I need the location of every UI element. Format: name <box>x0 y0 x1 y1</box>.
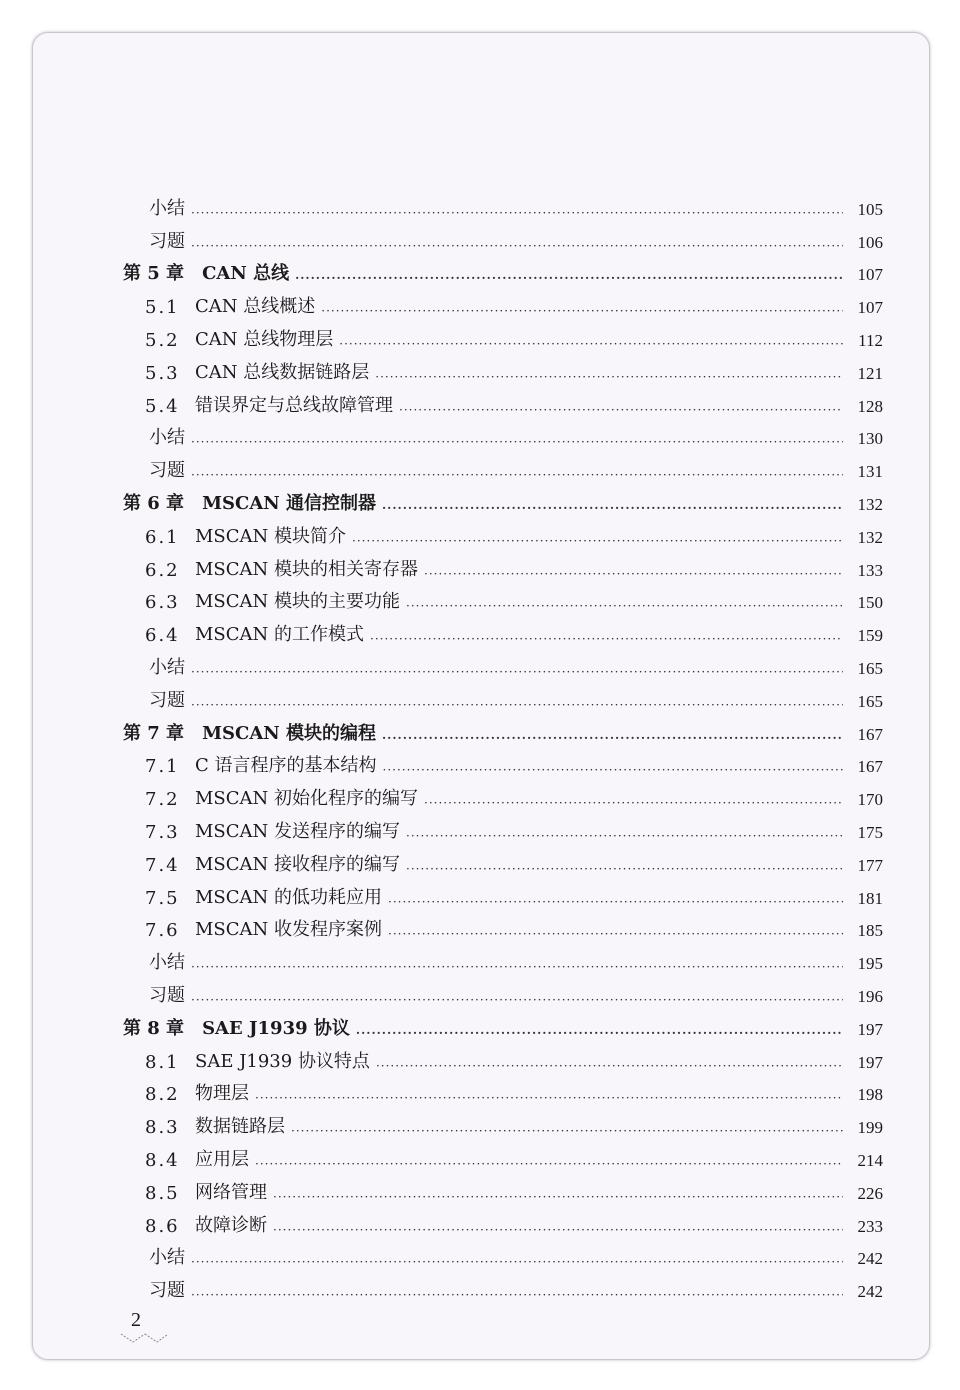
toc-entry-page: 175 <box>857 822 883 842</box>
toc-row[interactable] <box>123 613 883 646</box>
dot-leader <box>321 304 843 318</box>
toc-entry-page: 112 <box>858 330 883 350</box>
toc-entry-title: MSCAN 模块的相关寄存器 <box>195 558 419 580</box>
toc-entry-title: MSCAN 的低功耗应用 <box>195 886 383 908</box>
dot-leader <box>255 1091 843 1105</box>
toc-entry-page: 165 <box>857 658 883 678</box>
toc-entry-page: 226 <box>857 1183 883 1203</box>
toc-entry-number: 第 8 章 <box>123 1017 185 1039</box>
dot-leader <box>388 895 843 909</box>
toc-entry-number: 7.4 <box>145 854 180 876</box>
toc-entry-page: 165 <box>857 691 883 711</box>
toc-entry-title: 习题 <box>149 1280 185 1302</box>
toc-entry-title: 小结 <box>149 1247 185 1269</box>
toc-entry-page: 197 <box>857 1019 883 1039</box>
toc-entry-title: 小结 <box>149 656 185 678</box>
toc-entry-page: 214 <box>857 1150 883 1170</box>
toc-row[interactable] <box>123 876 883 909</box>
toc-entry-number: 7.2 <box>145 789 180 811</box>
toc-entry-number: 5.2 <box>145 329 180 351</box>
toc-entry-page: 131 <box>857 462 883 482</box>
toc-row[interactable] <box>123 1105 883 1138</box>
toc-row[interactable] <box>123 810 883 843</box>
toc-entry-number: 6.4 <box>145 625 180 647</box>
toc-row[interactable] <box>123 581 883 614</box>
dot-leader <box>424 796 843 810</box>
dot-leader <box>406 599 843 613</box>
toc-row[interactable] <box>123 351 883 384</box>
toc-row[interactable] <box>123 1237 883 1270</box>
dot-leader <box>191 1288 843 1302</box>
dot-leader <box>376 1059 843 1073</box>
dot-leader <box>191 1255 843 1269</box>
toc-entry-number: 第 6 章 <box>123 492 185 514</box>
toc-entry-title: CAN 总线概述 <box>195 296 316 318</box>
toc-entry-number: 8.6 <box>145 1215 180 1237</box>
toc-entry-number: 7.1 <box>145 756 180 778</box>
toc-row[interactable] <box>123 909 883 942</box>
toc-entry-page: 132 <box>857 494 883 514</box>
toc-row[interactable] <box>123 285 883 318</box>
toc-entry-title: 物理层 <box>195 1083 249 1105</box>
dot-leader <box>295 271 843 285</box>
toc-entry-page: 198 <box>857 1085 883 1105</box>
toc-entry-title: MSCAN 模块的主要功能 <box>195 591 401 613</box>
toc-entry-number: 6.3 <box>145 592 180 614</box>
toc-entry-title: MSCAN 接收程序的编写 <box>195 853 401 875</box>
toc-entry-page: 105 <box>857 199 883 219</box>
toc-entry-page: 107 <box>857 265 883 285</box>
toc-entry-page: 181 <box>857 888 883 908</box>
toc-entry-title: CAN 总线物理层 <box>195 328 334 350</box>
dot-leader <box>383 763 844 777</box>
toc-entry-title: 网络管理 <box>195 1181 267 1203</box>
toc-row[interactable] <box>123 515 883 548</box>
toc-entry-title: 小结 <box>149 427 185 449</box>
toc-row[interactable] <box>123 777 883 810</box>
toc-entry-title: MSCAN 发送程序的编写 <box>195 820 401 842</box>
toc-row[interactable] <box>123 1040 883 1073</box>
dot-leader <box>191 435 843 449</box>
toc-entry-title: 故障诊断 <box>195 1214 267 1236</box>
toc-row[interactable] <box>123 646 883 679</box>
dot-leader <box>191 960 843 974</box>
dot-leader <box>406 829 843 843</box>
toc-entry-page: 177 <box>857 855 883 875</box>
toc-row[interactable] <box>123 548 883 581</box>
toc-row[interactable] <box>123 417 883 450</box>
toc-chapter-row[interactable] <box>123 482 883 515</box>
dot-leader <box>356 1026 843 1040</box>
toc-row[interactable] <box>123 1204 883 1237</box>
toc-entry-page: 133 <box>857 560 883 580</box>
toc-row[interactable] <box>123 1138 883 1171</box>
dot-leader <box>388 927 843 941</box>
toc-entry-number: 8.4 <box>145 1149 180 1171</box>
toc-entry-page: 159 <box>857 626 883 646</box>
toc-entry-title: MSCAN 的工作模式 <box>195 624 365 646</box>
toc-entry-title: 习题 <box>149 689 185 711</box>
toc-entry-title: MSCAN 初始化程序的编写 <box>195 788 419 810</box>
toc-entry-page: 128 <box>857 396 883 416</box>
toc-entry-title: 小结 <box>149 197 185 219</box>
toc-entry-page: 167 <box>857 757 883 777</box>
toc-row[interactable] <box>123 679 883 712</box>
toc-entry-number: 8.5 <box>145 1182 180 1204</box>
dot-leader <box>191 665 843 679</box>
toc-entry-page: 167 <box>857 724 883 744</box>
toc-row[interactable] <box>123 318 883 351</box>
toc-entry-number: 6.2 <box>145 559 180 581</box>
toc-row[interactable] <box>123 1073 883 1106</box>
toc-entry-number: 5.4 <box>145 395 180 417</box>
toc-entry-number: 7.3 <box>145 821 180 843</box>
dot-leader <box>399 403 843 417</box>
dot-leader <box>191 698 843 712</box>
toc-chapter-row[interactable] <box>123 1007 883 1040</box>
dot-leader <box>406 862 843 876</box>
toc-entry-number: 7.6 <box>145 920 180 942</box>
dot-leader <box>273 1190 843 1204</box>
dot-leader <box>291 1124 843 1138</box>
toc-entry-page: 130 <box>857 429 883 449</box>
toc-row[interactable] <box>123 843 883 876</box>
dot-leader <box>191 468 843 482</box>
chevron-ornament-icon <box>119 1331 169 1345</box>
toc-entry-title: 习题 <box>149 230 185 252</box>
toc-row[interactable] <box>123 1269 883 1302</box>
toc-entry-page: 150 <box>857 593 883 613</box>
dot-leader <box>382 501 843 515</box>
dot-leader <box>273 1223 843 1237</box>
toc-entry-title: MSCAN 模块简介 <box>195 525 347 547</box>
dot-leader <box>370 632 843 646</box>
toc-entry-title: 小结 <box>149 952 185 974</box>
dot-leader <box>191 993 843 1007</box>
toc-entry-page: 195 <box>857 954 883 974</box>
toc-entry-page: 121 <box>857 363 883 383</box>
toc-entry-page: 106 <box>857 232 883 252</box>
toc-entry-number: 5.3 <box>145 362 180 384</box>
toc-entry-number: 8.2 <box>145 1084 180 1106</box>
toc-entry-number: 6.1 <box>145 526 180 548</box>
toc-row[interactable] <box>123 941 883 974</box>
toc-entry-page: 199 <box>857 1118 883 1138</box>
toc-row[interactable] <box>123 187 883 220</box>
page-number: 2 <box>131 1309 141 1331</box>
toc-entry-page: 185 <box>857 921 883 941</box>
toc-chapter-row[interactable] <box>123 712 883 745</box>
toc-entry-title: 数据链路层 <box>195 1116 285 1138</box>
toc-row[interactable] <box>123 449 883 482</box>
toc-entry-page: 196 <box>857 986 883 1006</box>
toc-entry-title: 习题 <box>149 460 185 482</box>
dot-leader <box>424 567 843 581</box>
toc-entry-number: 8.1 <box>145 1051 180 1073</box>
toc-entry-page: 233 <box>857 1216 883 1236</box>
toc-entry-title: 错误界定与总线故障管理 <box>195 394 393 416</box>
toc-entry-title: CAN 总线数据链路层 <box>195 361 370 383</box>
dot-leader <box>382 731 843 745</box>
toc-entry-page: 242 <box>857 1249 883 1269</box>
dot-leader <box>191 206 843 220</box>
toc-entry-page: 197 <box>857 1052 883 1072</box>
toc-entry-number: 第 5 章 <box>123 263 185 285</box>
toc-chapter-row[interactable] <box>123 253 883 286</box>
toc-row[interactable] <box>123 1171 883 1204</box>
dot-leader <box>375 370 843 384</box>
toc-entry-title: MSCAN 模块的编程 <box>202 722 376 744</box>
toc-entry-number: 7.5 <box>145 887 180 909</box>
dot-leader <box>339 337 843 351</box>
toc-entry-number: 8.3 <box>145 1117 180 1139</box>
toc-entry-title: C 语言程序的基本结构 <box>195 755 377 777</box>
toc-row[interactable] <box>123 220 883 253</box>
toc-entry-title: MSCAN 收发程序案例 <box>195 919 383 941</box>
toc-entry-title: 应用层 <box>195 1148 249 1170</box>
dot-leader <box>255 1157 843 1171</box>
toc-entry-title: MSCAN 通信控制器 <box>202 492 376 514</box>
toc-entry-page: 107 <box>857 298 883 318</box>
toc-entry-number: 5.1 <box>145 297 180 319</box>
toc-entry-page: 132 <box>857 527 883 547</box>
toc-entry-title: SAE J1939 协议特点 <box>195 1050 370 1072</box>
toc-entry-title: CAN 总线 <box>202 263 290 285</box>
dot-leader <box>191 239 843 253</box>
toc-entry-page: 242 <box>857 1282 883 1302</box>
toc-entry-title: 习题 <box>149 984 185 1006</box>
toc-row[interactable] <box>123 974 883 1007</box>
toc-entry-number: 第 7 章 <box>123 722 185 744</box>
table-of-contents <box>123 187 883 1302</box>
toc-row[interactable] <box>123 384 883 417</box>
toc-entry-page: 170 <box>857 790 883 810</box>
dot-leader <box>352 534 843 548</box>
toc-row[interactable] <box>123 745 883 778</box>
book-page <box>32 32 930 1360</box>
toc-entry-title: SAE J1939 协议 <box>202 1017 350 1039</box>
